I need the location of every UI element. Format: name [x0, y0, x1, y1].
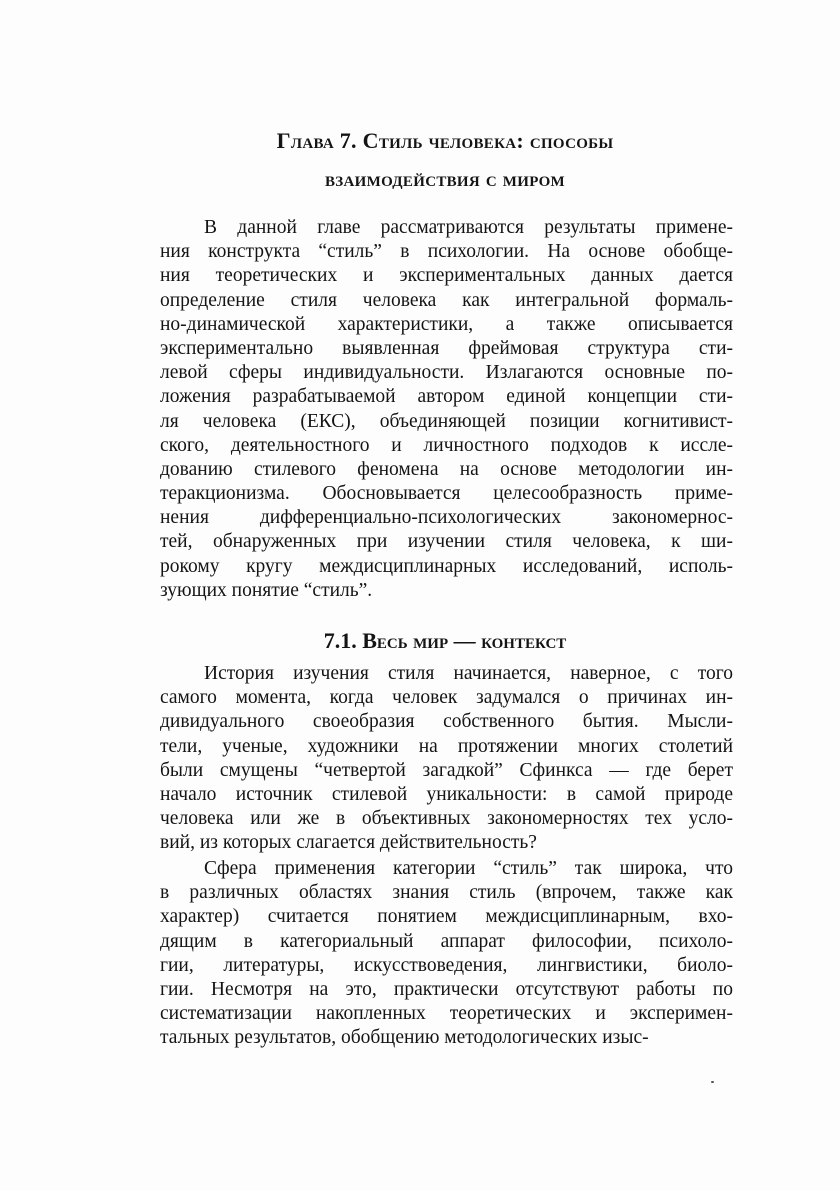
text-line: левой сферы индивидуальности. Излагаются основные по-	[160, 362, 733, 384]
text-line: экспериментально выявленная фреймовая структура сти-	[160, 337, 733, 359]
text-line: определение стиля человека как интегральной формаль-	[160, 289, 733, 311]
scan-speck	[711, 1081, 714, 1083]
chapter-abstract	[160, 216, 733, 603]
chapter-title-line-1: Глава 7. Стиль человека: способы	[276, 128, 614, 153]
chapter-title	[150, 122, 740, 198]
text-line: дованию стилевого феномена на основе методологии ин-	[160, 458, 733, 480]
text-line: ния теоретических и экспериментальных данных дается	[160, 265, 733, 287]
text-line: ложения разрабатываемой автором единой концепции сти-	[160, 386, 733, 408]
text-line: но-динамической характеристики, а также описывается	[160, 313, 733, 335]
text-line: ля человека (ЕКС), объединяющей позиции когнитивист-	[160, 410, 733, 432]
text-line: Сфера применения категории “стиль” так широка, что	[204, 858, 733, 879]
text-line: дивидуального своеобразия собственного бытия. Мысли-	[160, 711, 733, 733]
text-line: ния конструкта “стиль” в психологии. На основе обобще-	[160, 241, 733, 263]
text-line: тей, обнаруженных при изучении стиля человека, к ши-	[160, 531, 733, 553]
chapter-title-line-2: взаимодействия с миром	[325, 166, 565, 191]
text-line: теракционизма. Обосновывается целесообразность приме-	[160, 483, 733, 505]
text-line: ского, деятельностного и личностного подходов к иссле-	[160, 434, 733, 456]
text-line: рокому кругу междисциплинарных исследований, исполь-	[160, 555, 733, 577]
text-line: гии. Несмотря на это, практически отсутствуют работы по	[160, 978, 733, 1000]
text-line: дящим в категориальный аппарат философии, психоло-	[160, 930, 733, 952]
text-line: В данной главе рассматриваются результаты примене-	[204, 217, 733, 238]
text-line: зующих понятие “стиль”.	[160, 579, 373, 601]
section-title: 7.1. Весь мир — контекст	[323, 628, 567, 653]
body-paragraph-2	[160, 857, 733, 1051]
text-line: тели, ученые, художники на протяжении многих столетий	[160, 735, 733, 757]
text-line: были смущены “четвертой загадкой” Сфинкса — где берет	[160, 759, 733, 781]
text-line: История изучения стиля начинается, наверное, с того	[204, 663, 733, 684]
text-line: тальных результатов, обобщению методологических изыс-	[160, 1027, 649, 1049]
text-line: в различных областях знания стиль (впрочем, также как	[160, 882, 733, 904]
text-line: систематизации накопленных теоретических и эксперимен-	[160, 1003, 733, 1025]
text-line: человека или же в объективных закономерностях тех усло-	[160, 808, 733, 830]
text-line: характер) считается понятием междисциплинарным, вхо-	[160, 906, 733, 928]
text-line: гии, литературы, искусствоведения, лингвистики, биоло-	[160, 954, 733, 976]
text-line: вий, из которых слагается действительность?	[160, 832, 537, 854]
body-paragraph-1	[160, 662, 733, 856]
text-line: нения дифференциально-психологических закономернос-	[160, 507, 733, 529]
text-line: самого момента, когда человек задумался о причинах ин-	[160, 687, 733, 709]
text-line: начало источник стилевой уникальности: в самой природе	[160, 783, 733, 805]
